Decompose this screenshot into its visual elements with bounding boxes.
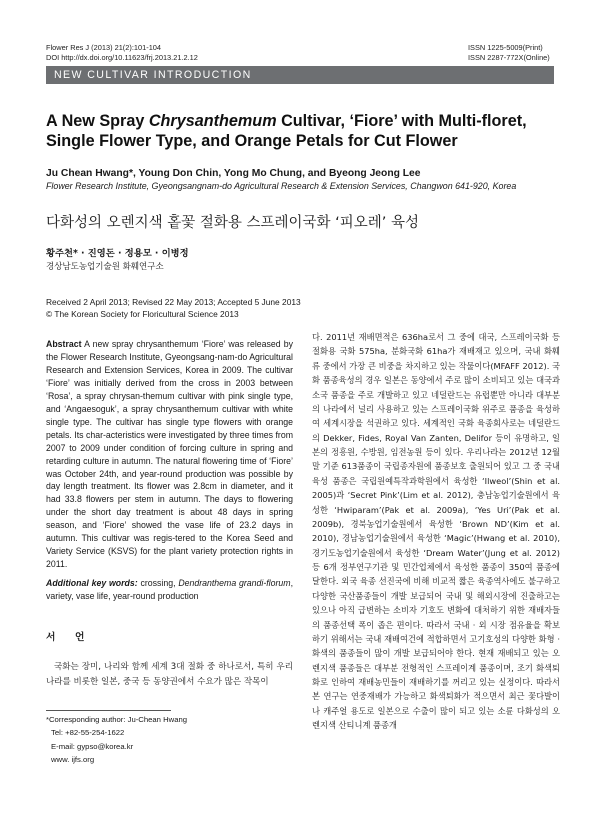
email-link[interactable]: E-mail: gypso@korea.kr	[51, 741, 134, 751]
section-banner	[46, 66, 554, 84]
title-part1: A New Spray	[46, 112, 149, 130]
keywords-text-before: crossing,	[137, 578, 179, 588]
doi-link[interactable]: DOI http://dx.doi.org/10.11623/frj.2013.21.2.12	[46, 53, 198, 62]
footnote	[46, 713, 187, 767]
issn-online: ISSN 2287-772X(Online)	[468, 53, 550, 62]
introduction-text	[46, 660, 293, 689]
introduction-paragraph: 국화는 장미, 나리와 함께 세계 3대 절화 중 하나로서, 특히 우리나라를 비롯한 일본, 중국 등 동양권에서 수요가 많은 작목이	[46, 662, 293, 687]
title-line2: Single Flower Type, and Orange Petals for Cut Flower	[46, 132, 458, 150]
title-part2: Cultivar, ‘Fiore’ with Multi-floret,	[276, 112, 527, 130]
publication-dates: Received 2 April 2013; Revised 22 May 2013; Accepted 5 June 2013	[46, 297, 301, 307]
journal-website-link[interactable]: www. ijfs.org	[51, 755, 95, 765]
introduction-heading: 서 언	[46, 632, 85, 643]
article-title	[46, 111, 566, 151]
issn-print: ISSN 1225-5009(Print)	[468, 43, 543, 52]
author-list: Ju Chean Hwang*, Young Don Chin, Yong Mo Chung, and Byeong Jeong Lee	[46, 168, 421, 179]
journal-citation: Flower Res J (2013) 21(2):101-104	[46, 43, 162, 52]
corresponding-author: *Corresponding author: Ju-Chean Hwang	[46, 715, 188, 724]
telephone: Tel: +82-55-254-1622	[51, 728, 125, 738]
section-banner-label: NEW CULTIVAR INTRODUCTION	[54, 69, 252, 81]
korean-affiliation: 경상남도농업기술원 화훼연구소	[46, 262, 164, 272]
abstract-label: Abstract	[46, 339, 82, 349]
copyright-notice: © The Korean Society for Floricultural Science 2013	[46, 309, 239, 319]
footnote-divider	[46, 710, 171, 711]
keywords-italic-species: Dendranthema grandi-florum	[178, 578, 291, 588]
right-column-body: 다. 2011년 재배면적은 636ha로서 그 중에 대국, 스프레이국화 등 절화용 국화 575ha, 분화국화 61ha가 재배재고 있으며, 국내 화훼류 중에서 가장 큰 비중을 차지하고 있는 작물이다(MFAFF 2012). 국화 품종육성의 경우 일본은 동양에서 주로 많이 소비되고 있는 대국과 소국 품종을 주로 개발하고 있고 네덜란드는 유럽뿐만 아니라 대부분의 나라에서 널리 사용하고 있는 스프레이국화 위주로 품종을 육성하여 세계시장을 석권하고 있다. 세계적인 국화 육종회사로는 네덜란드의 Dekker, Fides, Royal Van Zanten, Delifor 등이 유명하고, 일본의 정흥원, 수방원, 임전농원 등이 있다. 우리나라는 2012년 12월말 기준 613품종이 국립종자원에 품종보호 출원되어 있고 그 중 국내육성 품종은 국립원예특작과학원에서 육성한 ‘Ilweol’(Shin et al. 2005)과 ‘Secret Pink’(Lim et al. 2012), 충남농업기술원에서 육성한 ‘Hwiparam’(Pak et al. 2009a), ‘Yes Uri’(Pak et al. 2009b), 경북농업기술원에서 육성한 ‘Brown ND’(Kim et al. 2010), 경남농업기술원에서 육성한 ‘Magic’(Hwang et al. 2010), 경기도농업기술원에서 육성한 ‘Dream Water’(Jung et al. 2012) 등 6개 정부연구기관 및 민간업체에서 육성한 품종이 350여 품종에 달한다. 외국 육종 선진국에 비해 비교적 짧은 육종역사에도 불구하고 다양한 국산품종들이 개발 보급되어 국내 및 해외시장에 진출하고는 있으나 아직 급변하는 소비자 기호도 변화에 대처하기 위한 재배자들의 품종선택 폭이 좁은 편이다. 따라서 국내 · 외 시장 점유율을 확보하기 위해서는 국내 재배여건에 적합하면서 고기호성의 다양한 화형 · 화색의 품종들이 많이 개발 보급되어야 한다. 현재 재배되고 있는 오렌지색 품종들은 대부분 전형적인 스프레이계 품종이며, 조기 화색퇴화로 인하여 재배농민들이 재배하기를 꺼리고 있는 실정이다. 따라서 본 연구는 연중재배가 가능하고 화색퇴화가 적으면서 최근 꽃다발이나 캐주얼 용도로 일본으로 수출이 많이 되고 있는 소륜 다화성의 오렌지색 산티니계 품종개	[312, 332, 560, 731]
korean-title: 다화성의 오렌지색 홑꽃 절화용 스프레이국화 ‘피오레’ 육성	[46, 215, 420, 231]
title-italic-genus: Chrysanthemum	[148, 112, 277, 130]
abstract-text: A new spray chrysanthemum ‘Fiore’ was released by the Flower Research Institute, Gyeongsang-nam-do Agricultural Research and Extension Services, Korea in 2009. The cultivar ‘Fiore’ was initially derived from the cross in 2003 between ‘Rosa’, a spray chrysan-themum cultivar with pink single type, and ‘Angaesoguk’, a spray chrysanthemum cultivar with white single type. The cultivar has single type flowers with orange petals. Its char-acteristics were investigated by three times from 2007 to 2009 under condition of forcing culture in spring and retarding culture in autumn. The natural flowering time of ‘Fiore’ was October 24th, and year-round production was possible by day length treatment. Its flower was 2.8cm in diameter, and it had 33.8 flowers per stem in autumn. The days to flowering under the short day treatment is about 48 days in spring season, and ‘Fiore’ showed the vase life of 23.2 days in autumn. This cultivar was regis-tered to the Korea Seed and Variety Service (KSVS) for the plant variety protection rights in 2011.	[46, 339, 293, 570]
keywords-label: Additional key words:	[46, 578, 138, 588]
keywords-text-after: , variety, vase life, year-round production	[46, 578, 293, 601]
abstract	[46, 338, 293, 571]
korean-author-list: 황주천* · 진영돈 · 정용모 · 이병정	[46, 248, 189, 259]
keywords	[46, 577, 293, 603]
author-affiliation: Flower Research Institute, Gyeongsangnam-do Agricultural Research & Extension Services, Changwon 641-920, Korea	[46, 181, 517, 191]
